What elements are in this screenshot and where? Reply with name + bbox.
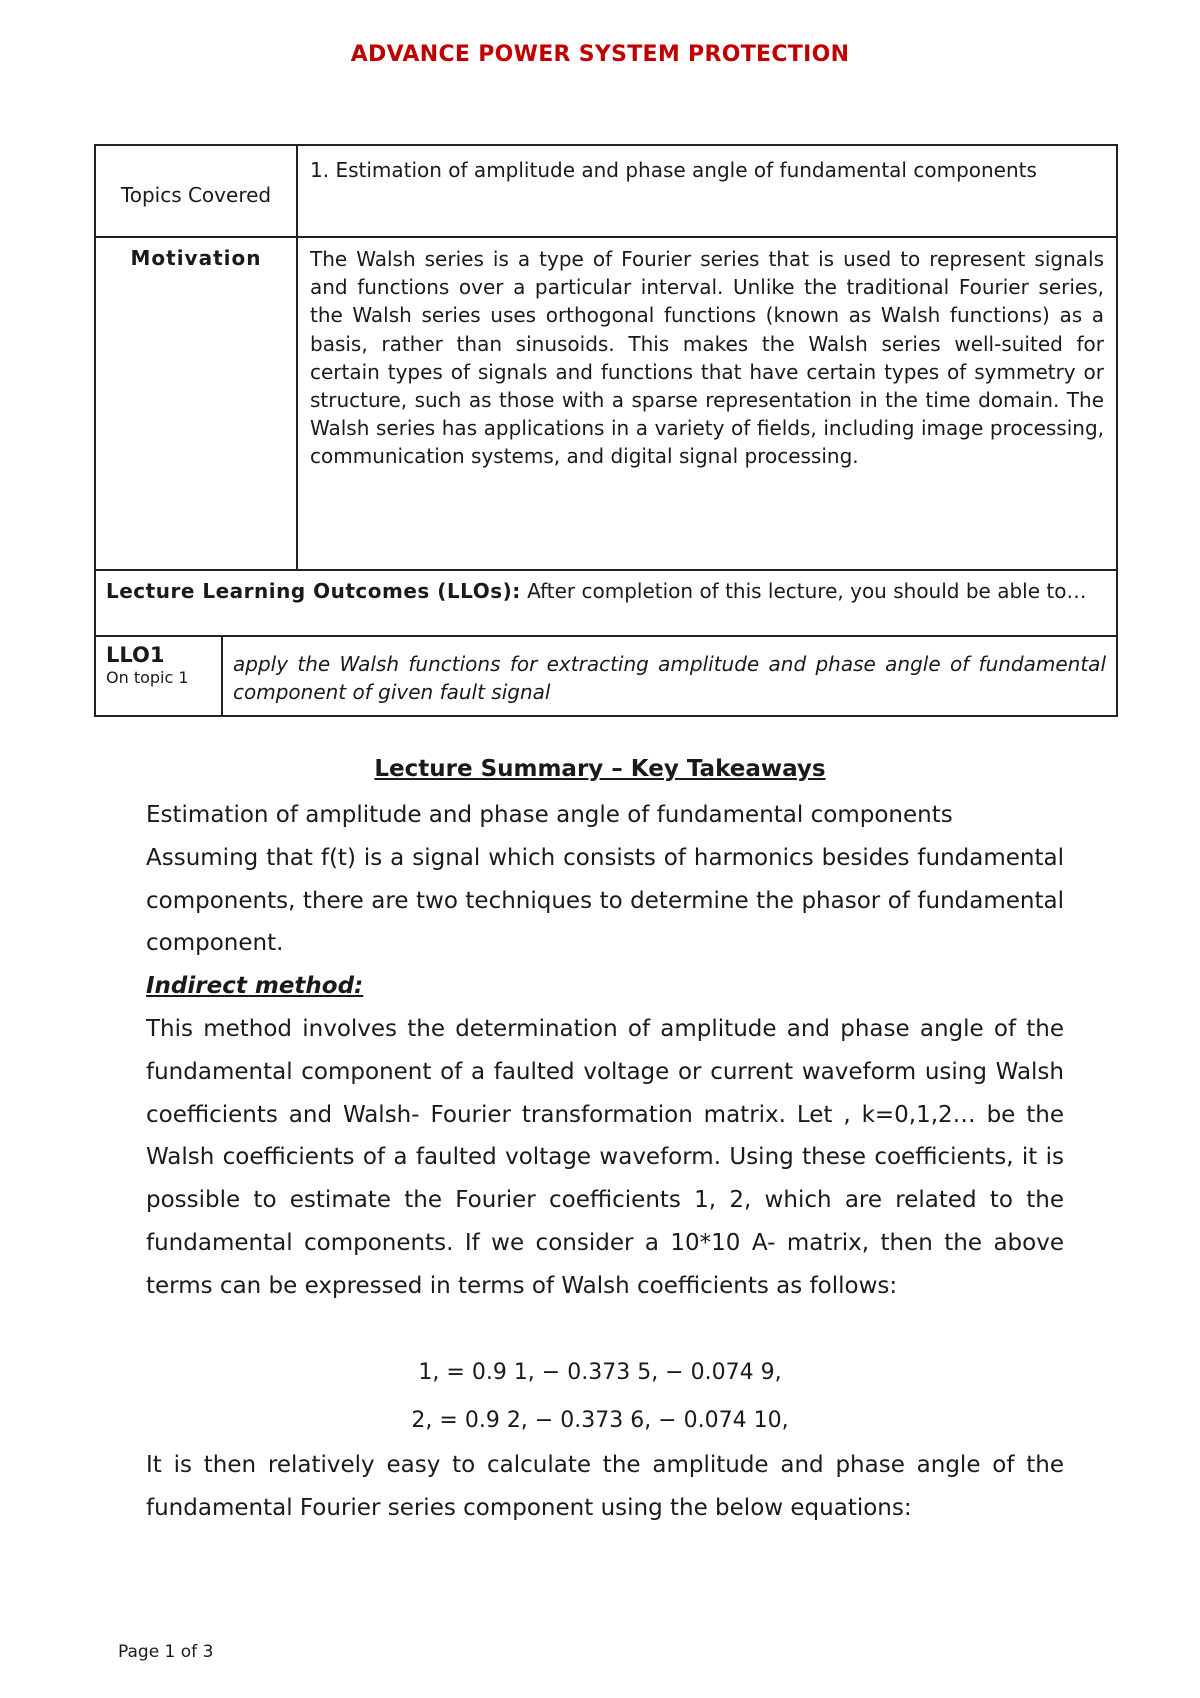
topics-label-cell — [95, 145, 297, 237]
equation-2: 2, = 0.9 2, − 0.373 6, − 0.074 10, — [411, 1408, 789, 1433]
llo-text: apply the Walsh functions for extracting amplitude and phase angle of fundamental component of given fault signal — [233, 652, 1106, 704]
summary-title: Lecture Summary – Key Takeaways — [374, 756, 826, 782]
summary-para1: Assuming that f(t) is a signal which consists of harmonics besides fundamental components, there are two techniques to determine the phasor of fundamental component. — [146, 844, 1064, 957]
summary-body — [146, 794, 1064, 1308]
motivation-label: Motivation — [130, 246, 262, 270]
motivation-label-cell — [95, 237, 297, 570]
summary-para2: This method involves the determination of amplitude and phase angle of the fundamental component of a faulted voltage or current waveform using Walsh coefficients and Walsh- Fourier transformation matrix. Let , k=0,1,2… be the Walsh coefficients of a faulted voltage waveform. Using these coefficients, it is possible to estimate the Fourier coefficients 1, 2, which are related to the fundamental components. If we consider a 10*10 A- matrix, then the above terms can be expressed in terms of Walsh coefficients as follows: — [146, 1015, 1064, 1299]
lecture-info-table — [94, 144, 1118, 717]
llo-inner-table — [96, 637, 1116, 715]
summary-closing — [146, 1444, 1064, 1530]
indirect-method-heading: Indirect method: — [146, 973, 364, 1000]
llo-id-cell — [96, 637, 222, 715]
page-title: ADVANCE POWER SYSTEM PROTECTION — [350, 42, 850, 67]
llo-heading: Lecture Learning Outcomes (LLOs): — [106, 579, 521, 603]
page-number: Page 1 of 3 — [118, 1642, 214, 1662]
llo-row — [95, 636, 1117, 716]
motivation-text: The Walsh series is a type of Fourier series that is used to represent signals and functions over a particular interval. Unlike the traditional Fourier series, the Walsh series uses orthogonal functions (known as Walsh functions) as a basis, rather than sinusoids. This makes the Walsh series well-suited for certain types of signals and functions that have certain types of symmetry or structure, such as those with a sparse representation in the time domain. The Walsh series has applications in a variety of fields, including image processing, communication systems, and digital signal processing. — [310, 247, 1104, 469]
topics-label: Topics Covered — [120, 183, 272, 207]
llo-text-cell — [222, 637, 1116, 715]
summary-line1: Estimation of amplitude and phase angle of fundamental components — [146, 802, 953, 828]
llo-topic: On topic 1 — [106, 668, 189, 687]
llo-heading-text: After completion of this lecture, you should be able to… — [520, 579, 1087, 603]
topics-value: 1. Estimation of amplitude and phase angle of fundamental components — [310, 158, 1037, 182]
topics-value-cell — [297, 145, 1117, 237]
summary-para3: It is then relatively easy to calculate the amplitude and phase angle of the fundamental Fourier series component using the below equations: — [146, 1452, 1064, 1521]
llo-heading-cell — [95, 570, 1117, 636]
equation-1: 1, = 0.9 1, − 0.373 5, − 0.074 9, — [418, 1360, 782, 1385]
llo-id: LLO1 — [106, 643, 165, 667]
motivation-text-cell — [297, 237, 1117, 570]
